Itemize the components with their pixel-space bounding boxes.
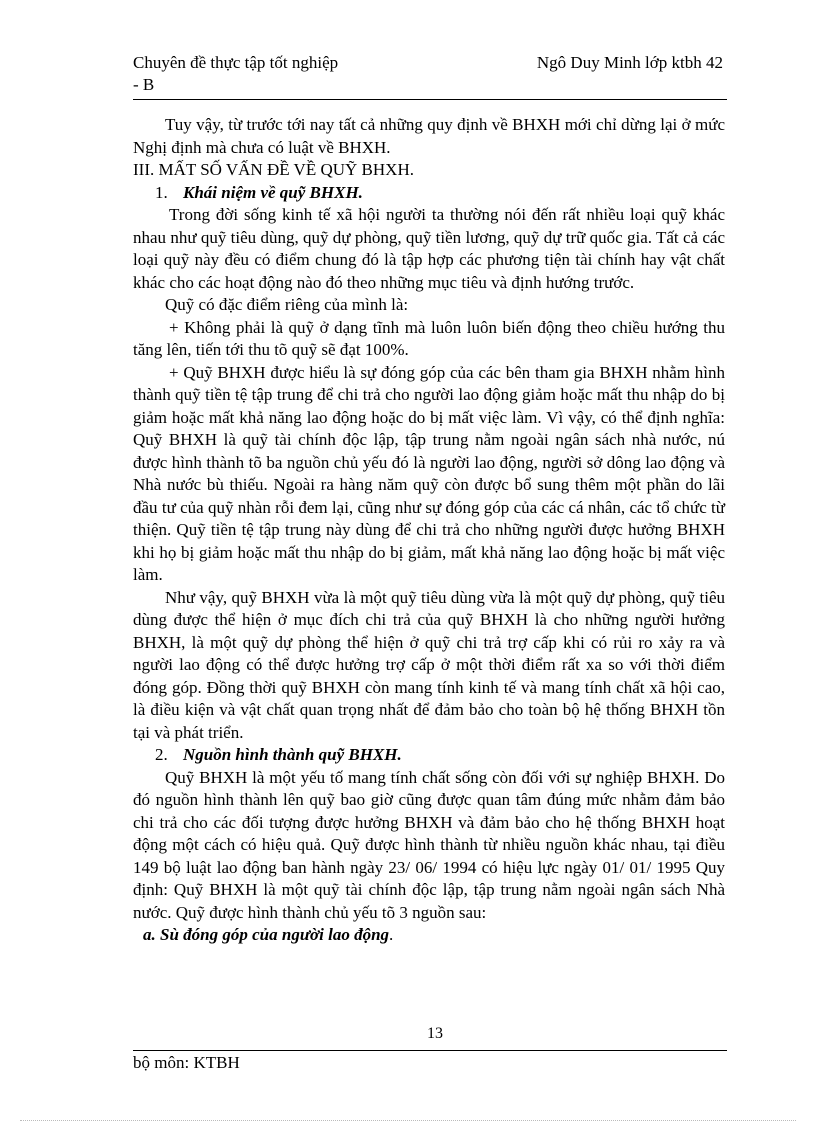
subsection-title-1: Khái niệm về quỹ BHXH. — [183, 182, 363, 202]
subsection-title-2: Nguồn hình thành quỹ BHXH. — [183, 745, 402, 764]
header-thesis-title: Chuyên đề thực tập tốt nghiệp — [133, 53, 339, 72]
subsection-heading-a — [133, 924, 725, 947]
subsection-title-a: a. Sù đóng góp của người lao động — [143, 925, 390, 944]
paragraph-fund-features: Quỹ có đặc điểm riêng của mình là: — [165, 295, 409, 314]
subsection-number-2: 2. — [155, 745, 168, 764]
footer-divider — [133, 1050, 727, 1051]
header-author: Ngô Duy Minh lớp ktbh 42 — [536, 53, 723, 72]
subsection-heading-2 — [133, 744, 725, 767]
page-bottom-border — [20, 1120, 796, 1121]
paragraph-intro: Tuy vậy, từ trước tới nay tất cả những quy định về BHXH mới chỉ dừng lại ở mức Nghị định mà chưa có luật về BHXH. — [133, 115, 725, 157]
body-text — [133, 114, 725, 947]
header-class-suffix: - B — [133, 75, 155, 94]
paragraph-feature-1: + Không phải là quỹ ở dạng tĩnh mà luôn luôn biến động theo chiều hướng thu tăng lên, tiến tới thu tõ quỹ sẽ đạt 100%. — [133, 317, 725, 359]
subsection-number-1: 1. — [155, 182, 168, 202]
paragraph-fund-concept: Trong đời sống kinh tế xã hội người ta thường nói đến rất nhiều loại quỹ khác nhau như quỹ tiêu dùng, quỹ dự phòng, quỹ tiền lương, quỹ dự trữ quốc gia. Tất cả các loại quỹ này đều có điểm chung đó là tập hợp các phương tiện tài chính hay vật chất khác cho các hoạt động nào đó theo những mục tiêu và định hướng trước. — [133, 205, 725, 292]
page-number: 13 — [427, 1025, 443, 1042]
footer-department: bộ môn: KTBH — [133, 1053, 240, 1072]
header-divider — [133, 99, 727, 100]
paragraph-feature-2: + Quỹ BHXH được hiểu là sự đóng góp của các bên tham gia BHXH nhằm hình thành quỹ tiền tệ tập trung để chi trả cho người lao động giảm hoặc mất thu nhập do bị giảm hoặc mất khả năng lao động hoặc do bị mất việc làm. Vì vậy, có thể định nghĩa: Quỹ BHXH là quỹ tài chính độc lập, tập trung nằm ngoài ngân sách nhà nước, nú được hình thành tõ ba nguồn chủ yếu đó là người lao động, người sở dông lao động và Nhà nước bù thiếu. Ngoài ra hàng năm quỹ còn được bổ sung thêm một phần do lãi đầu tư của quỹ nhàn rỗi đem lại, cũng như sự đóng góp của các cá nhân, các tổ chức từ thiện. Quỹ tiền tệ tập trung này dùng để chi trả cho những người được hưởng BHXH khi họ bị giảm hoặc mất thu nhập do bị giảm, mất khả năng lao động hoặc bị mất việc làm. — [133, 362, 725, 584]
paragraph-fund-nature: Như vậy, quỹ BHXH vừa là một quỹ tiêu dùng vừa là một quỹ dự phòng, quỹ tiêu dùng được thể hiện ở mục đích chi trả của quỹ BHXH là cho những người hưởng BHXH, là một quỹ dự phòng thể hiện ở quỹ chi trả trợ cấp khi có rủi ro xảy ra và người lao động có thể được hưởng trợ cấp ở một thời điểm rất xa so với thời điểm đóng góp. Đồng thời quỹ BHXH còn mang tính kinh tế và mang tính chất xã hội cao, là điều kiện và vật chất quan trọng nhất để đảm bảo cho toàn bộ hệ thống BHXH tồn tại và phát triển. — [133, 587, 725, 742]
section-heading-3: III. MẤT SỐ VẤN ĐỀ VỀ QUỸ BHXH. — [133, 160, 414, 179]
subsection-title-a-period: . — [389, 925, 394, 944]
paragraph-fund-sources: Quỹ BHXH là một yếu tố mang tính chất sống còn đối với sự nghiệp BHXH. Do đó nguồn hình thành lên quỹ bao giờ cũng được quan tâm đúng mức nhằm đảm bảo chi trả cho các đối tượng được hưởng BHXH và đảm bảo cho hệ thống BHXH hoạt động một cách có hiệu quả. Quỹ được hình thành từ nhiều nguồn khác nhau, tại điều 149 bộ luật lao động ban hành ngày 23/ 06/ 1994 có hiệu lực ngày 01/ 01/ 1995 Quy định: Quỹ BHXH là một quỹ tài chính độc lập, tập trung nằm ngoài ngân sách Nhà nước. Quỹ được hình thành chủ yếu tõ 3 nguồn sau: — [133, 767, 725, 922]
subsection-heading-1 — [133, 182, 725, 205]
